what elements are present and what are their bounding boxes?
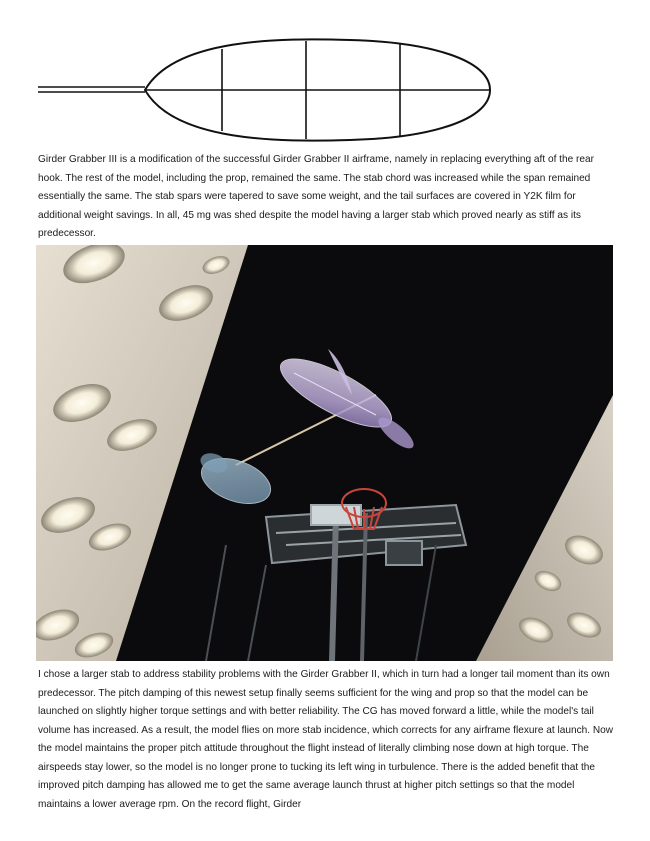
paragraph-stability: I chose a larger stab to address stability problems with the Girder Grabber II, which in turn had a longer tail moment than its own predecessor. The pitch damping of this newest setup finally seems sufficient for the wing and prop so that the model can be launched on slightly higher torque settings and with better reliability. The CG has moved forward a little, while the model's tail volume has increased. As a result, the model flies on more stab incidence, which corrects for any airframe flexure at launch. Now the model maintains the proper pitch attitude throughout the flight instead of literally climbing nose down at high torque. The airspeeds stay lower, so the model is no longer prone to tucking its left wing in turbulence. There is the added benefit that the improved pitch damping has allowed me to get the same average launch thrust at higher pitch settings so that the model maintains a lower average rpm. On the record flight, Girder — [38, 669, 614, 810]
flight-photo — [36, 245, 613, 661]
stab-outline-diagram — [30, 30, 500, 150]
paragraph-intro: Girder Grabber III is a modification of the successful Girder Grabber II airframe, namely in replacing everything aft of the rear hook. The rest of the model, including the prop, remained the same. The stab chord was increased while the span remained essentially the same. The stab spars were tapered to save some weight, and the tail surfaces are covered in Y2K film for additional weight savings. In all, 45 mg was shed despite the model having a larger stab which proved nearly as stiff as its predecessor. — [38, 154, 594, 239]
